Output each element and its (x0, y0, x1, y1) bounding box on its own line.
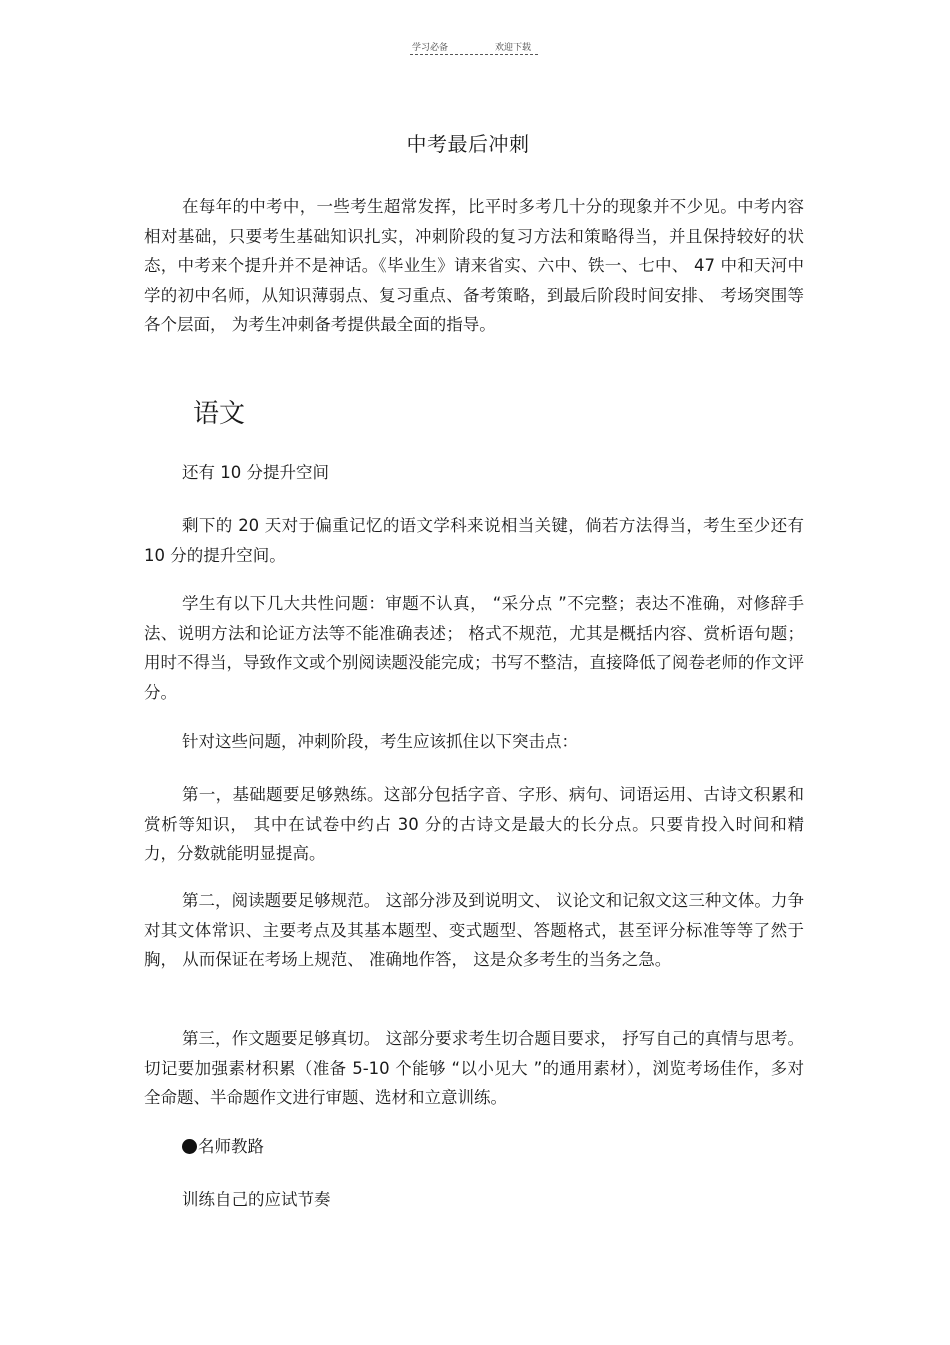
intro-paragraph: 在每年的中考中，一些考生超常发挥，比平时多考几十分的现象并不少见。中考内容相对基础，只要考生基础知识扎实，冲刺阶段的复习方法和策略得当，并且保持较好的状态，中考来个提升并不是神话。《毕业生》请来省实、六中、铁一、七中、 47 中和天河中学的初中名师，从知识薄弱点、复习重点、备考策略，到最后阶段时间安排、 考场突围等各个层面， 为考生冲刺备考提供最全面的指导。 (144, 197, 804, 334)
section-heading: 语文 (193, 399, 246, 429)
paragraph-2: 学生有以下几大共性问题：审题不认真， “采分点 ”不完整；表达不准确，对修辞手法、说明方法和论证方法等不能准确表述； 格式不规范，尤其是概括内容、赏析语句题；用时不得当，导致作文或个别阅读题没能完成；书写不整洁，直接降低了阅卷老师的作文评分。 (144, 594, 804, 702)
paragraph-5: 第二，阅读题要足够规范。 这部分涉及到说明文、 议论文和记叙文这三种文体。力争对其文体常识、主要考点及其基本题型、变式题型、答题格式，甚至评分标准等等了然于胸， 从而保证在考场上规范、 准确地作答， 这是众多考生的当务之急。 (144, 891, 804, 969)
paragraph-3: 针对这些问题，冲刺阶段，考生应该抓住以下突击点： (182, 732, 578, 751)
header-right-text: 欢迎下载 (495, 43, 532, 53)
header-left-text: 学习必备 (412, 43, 449, 53)
bullet-heading (182, 1133, 264, 1157)
document-title: 中考最后冲刺 (406, 132, 530, 156)
subheading: 还有 10 分提升空间 (182, 463, 329, 482)
bullet-dot-icon (182, 1139, 197, 1154)
paragraph-1: 剩下的 20 天对于偏重记忆的语文学科来说相当关键，倘若方法得当，考生至少还有 10 分的提升空间。 (144, 516, 804, 565)
paragraph-4: 第一，基础题要足够熟练。这部分包括字音、字形、病句、词语运用、古诗文积累和赏析等知识， 其中在试卷中约占 30 分的古诗文是最大的长分点。只要肯投入时间和精力，分数就能明显提高。 (144, 785, 804, 863)
bullet-text: 名师教路 (198, 1137, 264, 1156)
paragraph-6: 第三，作文题要足够真切。 这部分要求考生切合题目要求， 抒写自己的真情与思考。切记要加强素材积累（准备 5-10 个能够 “以小见大 ”的通用素材），浏览考场佳作，多对全命题、半命题作文进行审题、选材和立意训练。 (144, 1029, 804, 1107)
page-header (410, 38, 538, 55)
final-line: 训练自己的应试节奏 (182, 1190, 331, 1209)
